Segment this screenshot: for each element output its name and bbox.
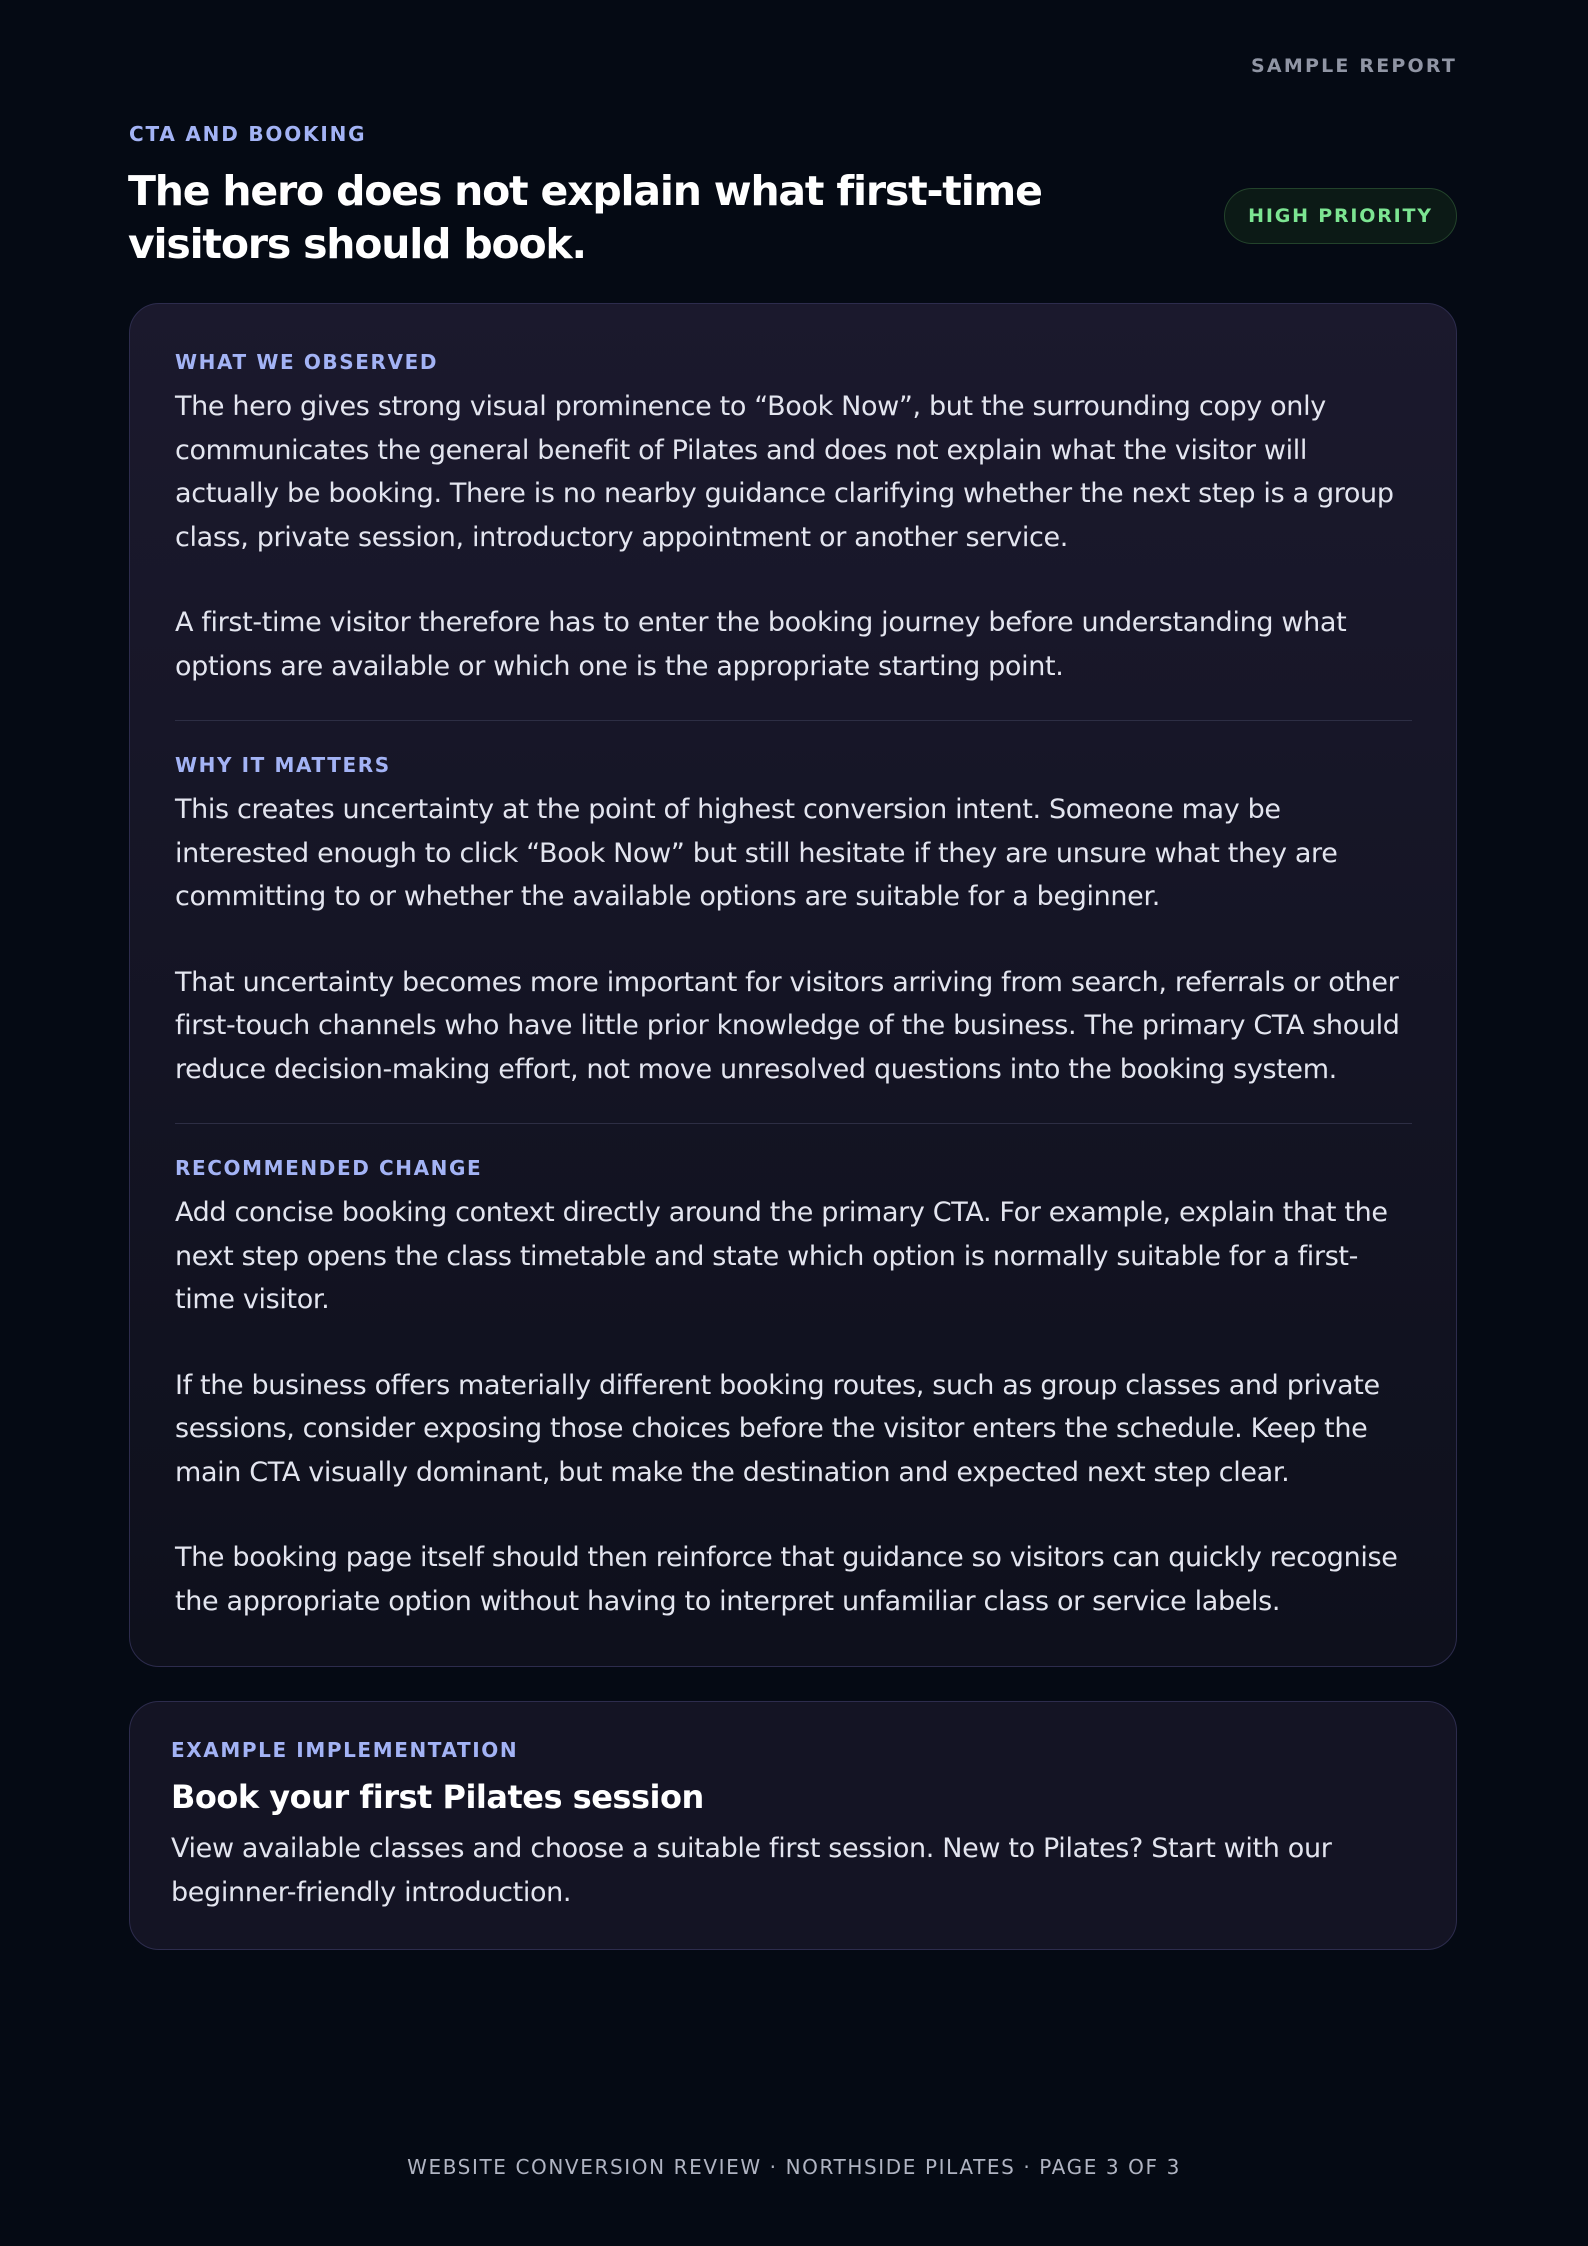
section-paragraph: That uncertainty becomes more important for visitors arriving from search, referrals or other first-touch channels who have little prior knowledge of the business. The primary CTA should reduce decision-making effort, not move unresolved questions into the booking system.: [175, 966, 1400, 1085]
example-label: EXAMPLE IMPLEMENTATION: [171, 1738, 519, 1762]
section-paragraph: Add concise booking context directly around the primary CTA. For example, explain that the next step opens the class timetable and state which option is normally suitable for a first-time visitor.: [175, 1197, 1388, 1315]
section-paragraph: This creates uncertainty at the point of highest conversion intent. Someone may be interested enough to click “Book Now” but still hesitate if they are unsure what they are committing to or whether the available options are suitable for a beginner.: [175, 794, 1338, 912]
divider: [175, 1123, 1412, 1124]
example-title: Book your first Pilates session: [171, 1778, 704, 1816]
section-observed: [175, 346, 1412, 688]
example-body: View available classes and choose a suitable first session. New to Pilates? Start with our beginner-friendly introduction.: [171, 1833, 1332, 1908]
section-paragraph: A first-time visitor therefore has to enter the booking journey before understanding what options are available or which one is the appropriate starting point.: [175, 607, 1347, 682]
section-why-it-matters: [175, 749, 1412, 1091]
section-paragraph: If the business offers materially different booking routes, such as group classes and private sessions, consider exposing those choices before the visitor enters the schedule. Keep the main CTA visually dominant, but make the destination and expected next step clear.: [175, 1369, 1380, 1488]
section-recommended-change: [175, 1152, 1412, 1623]
section-paragraph: The hero gives strong visual prominence to “Book Now”, but the surrounding copy only communicates the general benefit of Pilates and does not explain what the visitor will actually be booking. There is no nearby guidance clarifying whether the next step is a group class, private session, introductory appointment or another service.: [175, 391, 1394, 553]
page-title: The hero does not explain what first-time visitors should book.: [128, 167, 1042, 268]
example-card: [129, 1701, 1457, 1950]
findings-card: [129, 303, 1457, 1667]
report-label: SAMPLE REPORT: [1251, 55, 1457, 77]
category-label: CTA AND BOOKING: [129, 122, 367, 146]
priority-badge: HIGH PRIORITY: [1224, 188, 1457, 244]
section-label: WHY IT MATTERS: [175, 753, 391, 777]
section-label: WHAT WE OBSERVED: [175, 350, 439, 374]
section-label: RECOMMENDED CHANGE: [175, 1156, 483, 1180]
page-footer: WEBSITE CONVERSION REVIEW · NORTHSIDE PILATES · PAGE 3 OF 3: [407, 2155, 1181, 2179]
divider: [175, 720, 1412, 721]
section-paragraph: The booking page itself should then reinforce that guidance so visitors can quickly recognise the appropriate option without having to interpret unfamiliar class or service labels.: [175, 1542, 1398, 1617]
